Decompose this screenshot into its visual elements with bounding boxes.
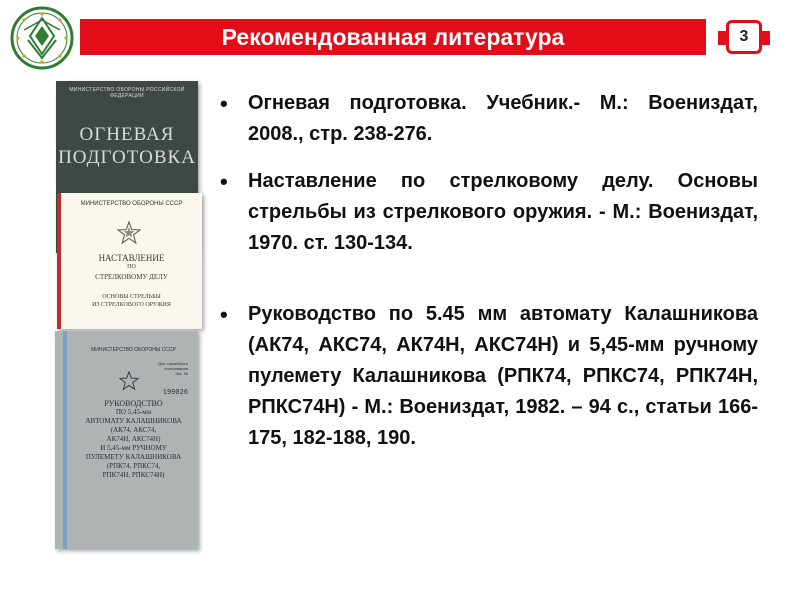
book-title	[56, 123, 198, 169]
book-title-line: ПО 5,45-мм	[115, 408, 152, 416]
book-title-line: СТРЕЛКОВОМУ ДЕЛУ	[95, 273, 168, 281]
page-number-badge	[718, 12, 774, 62]
emblem-logo-icon	[10, 6, 74, 70]
book-title-line: АК74Н, АКС74Н)	[106, 435, 161, 443]
book-serial-number: 199026	[162, 389, 188, 397]
book-title-line: ПО	[127, 264, 136, 270]
stamp-line: Экз. №	[174, 371, 188, 376]
reference-list	[248, 88, 758, 454]
book-title-line: ПОДГОТОВКА	[58, 147, 196, 168]
slide-title: Рекомендованная литература	[80, 19, 706, 55]
book-cover-rukovodstvo	[55, 331, 198, 549]
book-publisher: МИНИСТЕРСТВО ОБОРОНЫ СССР	[91, 347, 176, 353]
book-title-line: ОГНЕВАЯ	[79, 124, 175, 145]
book-title-line: ПУЛЕМЕТУ КАЛАШНИКОВА	[85, 453, 182, 461]
star-icon	[117, 221, 141, 245]
book-subtitle	[61, 293, 202, 309]
page-number: 3	[726, 20, 762, 54]
book-publisher: МИНИСТЕРСТВО ОБОРОНЫ СССР	[80, 201, 183, 207]
book-subtitle-line: ОСНОВЫ СТРЕЛЬБЫ	[102, 294, 161, 300]
reference-item: • Огневая подготовка. Учебник.- М.: Воениздат, 2008., стр. 238-276.	[248, 88, 758, 150]
restriction-stamp	[158, 361, 188, 376]
stamp-line: пользования	[164, 366, 188, 371]
book-title-line: (РПК74, РПКС74,	[106, 462, 161, 470]
reference-item: • Наставление по стрелковому делу. Основы стрельбы из стрелкового оружия. - М.: Воениздат, 1970. ст. 130-134.	[248, 166, 758, 259]
book-title-line: НАСТАВЛЕНИЕ	[98, 253, 165, 263]
book-title	[69, 399, 198, 480]
book-subtitle-line: ИЗ СТРЕЛКОВОГО ОРУЖИЯ	[92, 302, 171, 308]
reference-item: • Руководство по 5.45 мм автомату Калашникова (АК74, АКС74, АК74Н, АКС74Н) и 5,45-мм ручному пулемету Калашникова (РПК74, РПКС74, РПК74Н, РПКС74Н) - М.: Воениздат, 1982. – 94 с., статьи 166-175, 182-188, 190.	[248, 299, 758, 454]
book-title-line: РПК74Н, РПКС74Н)	[102, 471, 165, 479]
book-cover-nastavlenie	[57, 193, 202, 329]
book-publisher: МИНИСТЕРСТВО ОБОРОНЫ РОССИЙСКОЙ ФЕДЕРАЦИИ	[69, 87, 185, 99]
book-title-line: АВТОМАТУ КАЛАШНИКОВА	[85, 417, 182, 425]
book-title-line: РУКОВОДСТВО	[104, 399, 163, 408]
book-spine-stripe	[63, 331, 67, 549]
book-title-line: (АК74, АКС74,	[110, 426, 157, 434]
stamp-line: Для служебного	[158, 361, 188, 366]
star-icon	[119, 371, 139, 391]
book-title-line: И 5,45-мм РУЧНОМУ	[100, 444, 167, 452]
